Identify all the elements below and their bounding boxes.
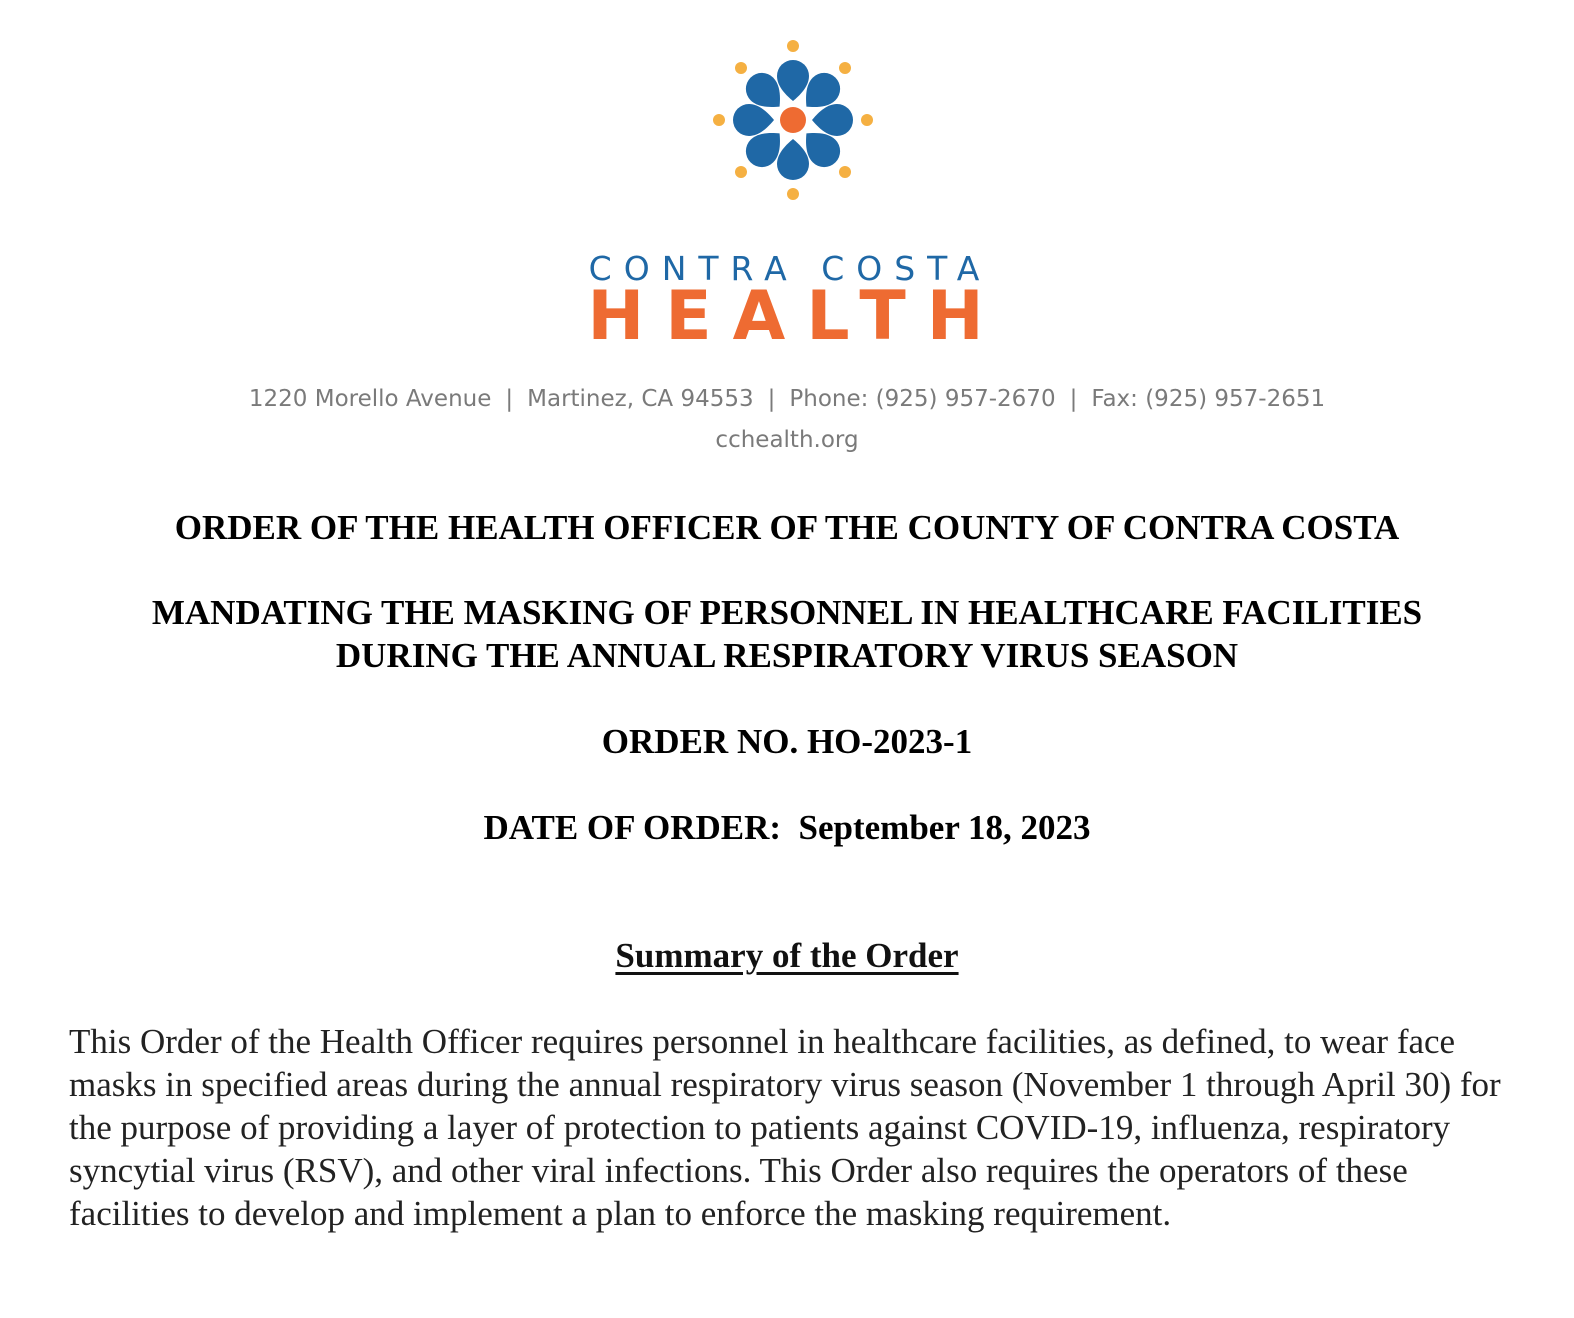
order-title-line1: MANDATING THE MASKING OF PERSONNEL IN HEALTHCARE FACILITIES: [151, 593, 1423, 632]
summary-title: Summary of the Order: [615, 936, 959, 975]
contact-separator: |: [1069, 386, 1078, 412]
contact-separator: |: [505, 386, 514, 412]
order-date-label: DATE OF ORDER:: [483, 808, 782, 847]
contact-city: Martinez, CA 94553: [527, 386, 754, 412]
order-date: [0, 806, 1574, 849]
logo-dot: [839, 166, 851, 178]
logo-petal: [812, 104, 853, 136]
order-date-value: September 18, 2023: [798, 808, 1091, 847]
logo-dot: [787, 188, 799, 200]
contact-separator: |: [767, 386, 776, 412]
logo-dot: [735, 62, 747, 74]
contact-phone: Phone: (925) 957-2670: [789, 386, 1056, 412]
logo-petal: [777, 139, 809, 180]
contact-fax: Fax: (925) 957-2651: [1091, 386, 1326, 412]
website-link[interactable]: cchealth.org: [715, 427, 859, 453]
logo-petal: [733, 104, 774, 136]
order-title-line2: DURING THE ANNUAL RESPIRATORY VIRUS SEASON: [335, 636, 1239, 675]
logo-dot: [861, 114, 873, 126]
logo-dot: [787, 40, 799, 52]
logo-dot: [713, 114, 725, 126]
logo-petal: [777, 60, 809, 101]
summary-body: This Order of the Health Officer requires personnel in healthcare facilities, as defined, to wear face masks in specified areas during the annual respiratory virus season (November 1 through April 30) for the purpose of providing a layer of protection to patients against COVID-19, influenza, respiratory syncytial virus (RSV), and other viral infections. This Order also requires the operators of these facilities to develop and implement a plan to enforce the masking requirement.: [69, 1022, 1501, 1233]
brand-name-line2: HEALTH: [587, 277, 1005, 356]
logo: [0, 30, 1574, 356]
order-heading: ORDER OF THE HEALTH OFFICER OF THE COUNTY OF CONTRA COSTA: [174, 508, 1400, 547]
logo-dot: [735, 166, 747, 178]
logo-dot: [839, 62, 851, 74]
order-title: [0, 591, 1574, 677]
contra-costa-health-flower-icon: [0, 30, 1574, 210]
contact-line: [0, 386, 1574, 412]
contact-address: 1220 Morello Avenue: [248, 386, 492, 412]
brand-name-line1: CONTRA COSTA: [588, 249, 992, 288]
order-number: ORDER NO. HO-2023-1: [601, 722, 973, 761]
logo-center: [780, 107, 806, 133]
